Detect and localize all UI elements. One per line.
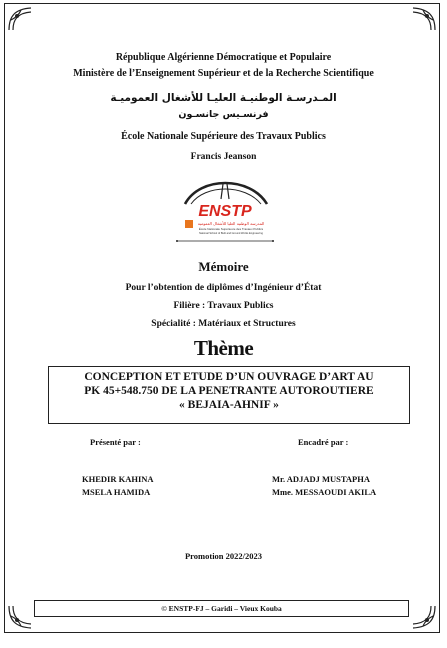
promotion-year: Promotion 2022/2023	[184, 551, 263, 561]
diploma-line: Pour l’obtention de diplômes d’Ingénieur d’État	[125, 283, 322, 293]
logo-french-line: École Nationale Supérieure des Travaux Publics	[198, 227, 264, 231]
logo-english-line: National School of Built and Ground Works Engineering	[199, 232, 263, 235]
field-line: Filière : Travaux Publics	[173, 301, 274, 311]
thesis-title-line: « BEJAIA-AHNIF »	[179, 399, 279, 411]
logo-arabic-line: المدرسة الوطنية العليا للأشغال العمومية	[197, 221, 265, 226]
student-name: MSELA HAMIDA	[82, 487, 151, 497]
corner-ornament-icon	[7, 6, 33, 32]
supervised-by-label: Encadré par :	[298, 437, 349, 447]
thesis-title-box	[48, 366, 410, 424]
supervisor-name: Mme. MESSAOUDI AKILA	[272, 487, 377, 497]
ministry-heading: Ministère de l’Enseignement Supérieur et de la Recherche Scientifique	[73, 68, 374, 79]
footer-copyright: © ENSTP-FJ – Garidi – Vieux Kouba	[34, 600, 409, 617]
arabic-school-name: المـدرسـة الوطنيـة العليـا للأشغال العموميـة	[110, 92, 337, 104]
school-name: École Nationale Supérieure des Travaux Publics	[121, 131, 326, 142]
supervisor-name: Mr. ADJADJ MUSTAPHA	[272, 474, 370, 484]
thesis-title-line: PK 45+548.750 DE LA PENETRANTE AUTOROUTIERE	[84, 385, 374, 397]
document-type: Mémoire	[198, 259, 249, 274]
corner-ornament-icon	[7, 604, 33, 630]
arabic-namesake: فرنسـيس جانسـون	[178, 109, 269, 120]
svg-text:ENSTP: ENSTP	[198, 203, 252, 220]
theme-heading: Thème	[193, 336, 254, 360]
specialty-line: Spécialité : Matériaux et Structures	[151, 319, 296, 329]
republic-heading: République Algérienne Démocratique et Populaire	[115, 52, 332, 63]
thesis-title-line: CONCEPTION ET ETUDE D’UN OUVRAGE D’ART AU	[84, 371, 374, 383]
presented-by-label: Présenté par :	[90, 437, 141, 447]
student-name: KHEDIR KAHINA	[82, 474, 154, 484]
school-namesake: Francis Jeanson	[190, 152, 257, 162]
enstp-logo	[175, 174, 275, 244]
corner-ornament-icon	[411, 604, 437, 630]
corner-ornament-icon	[411, 6, 437, 32]
